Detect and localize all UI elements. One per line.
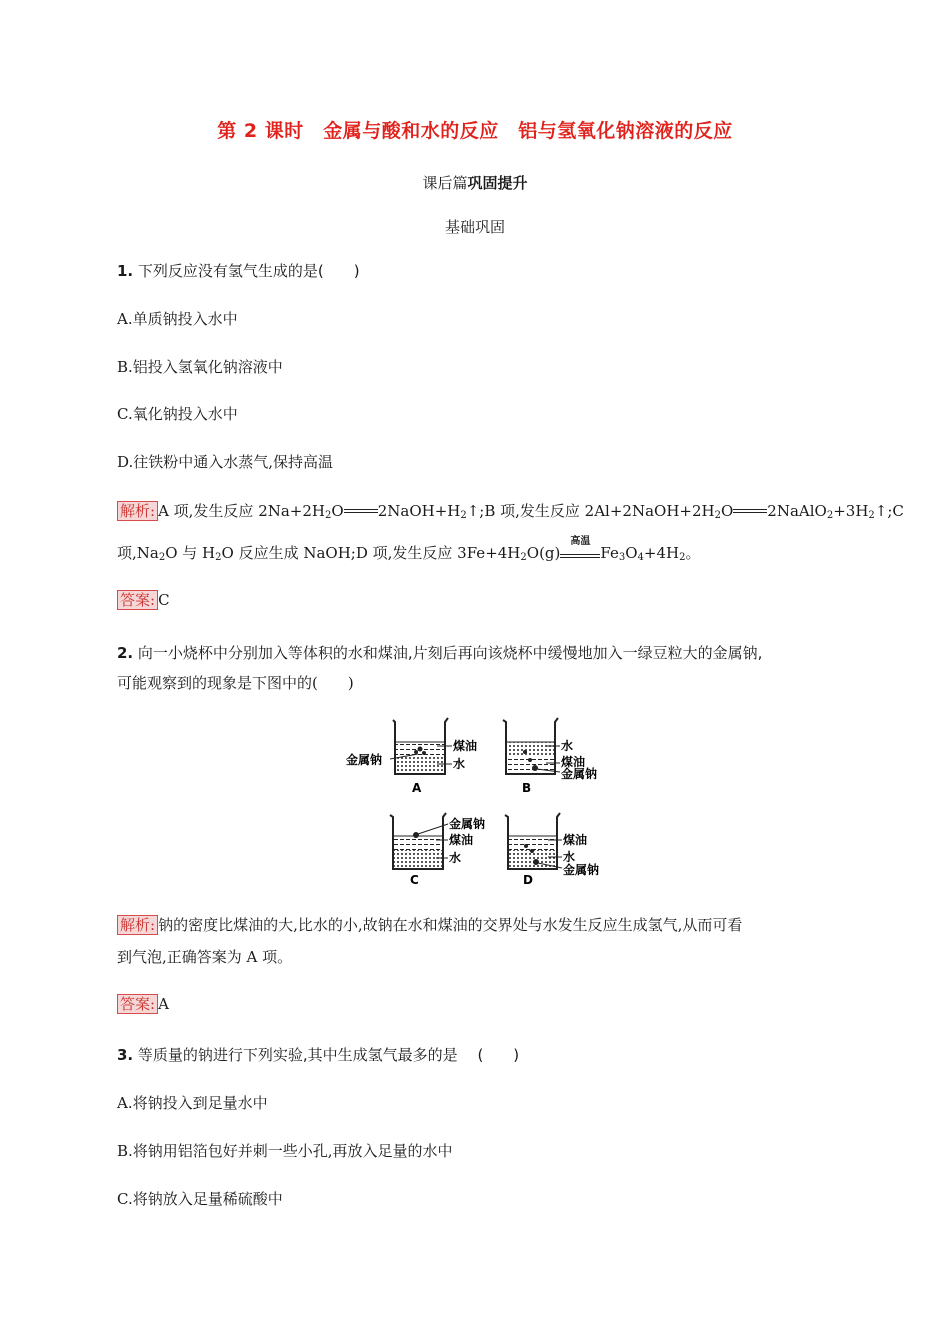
q2-analysis-text: 钠的密度比煤油的大,比水的小,故钠在水和煤油的交界处与水发生反应生成氢气,从而可看 — [158, 916, 743, 934]
beaker-c — [390, 813, 485, 887]
q1-analysis-text: 项,Na — [117, 544, 159, 562]
beaker-b-label-kerosene: 煤油 — [561, 755, 586, 769]
q1-analysis-line2 — [117, 536, 701, 563]
q2-stem-line1 — [117, 642, 762, 663]
subtitle-prefix: 课后篇 — [422, 174, 468, 192]
beaker-d-label-water: 水 — [563, 850, 576, 864]
q1-answer-value: C — [158, 591, 170, 609]
q2-answer — [117, 994, 169, 1014]
q3-number: 3. — [117, 1046, 134, 1064]
page-title: 第 2 课时 金属与酸和水的反应 铝与氢氧化钠溶液的反应 — [217, 120, 733, 142]
beaker-d — [505, 813, 599, 887]
equals-sign — [733, 509, 767, 513]
q2-stem-line2: 可能观察到的现象是下图中的( ) — [117, 674, 354, 692]
q1-stem-text: 下列反应没有氢气生成的是( ) — [133, 262, 360, 280]
beaker-c-letter: C — [410, 873, 419, 887]
q1-analysis-text: O 反应生成 NaOH;D 项,发生反应 3Fe+4H — [221, 544, 521, 562]
subscript: 2 — [520, 552, 527, 563]
subtitle — [0, 172, 950, 193]
q1-stem — [117, 260, 360, 281]
q1-number: 1. — [117, 262, 134, 280]
subscript: 4 — [637, 552, 644, 563]
q2-stem-text: 向一小烧杯中分别加入等体积的水和煤油,片刻后再向该烧杯中缓慢地加入一绿豆粒大的金属钠, — [133, 644, 763, 662]
q1-option-d: D.往铁粉中通入水蒸气,保持高温 — [117, 453, 334, 471]
q1-analysis-text: 2NaAlO — [767, 502, 827, 520]
answer-tag: 答案: — [117, 590, 158, 610]
beaker-a-label-kerosene: 煤油 — [453, 739, 478, 753]
equals-sign — [344, 509, 378, 513]
q1-option-a: A.单质钠投入水中 — [117, 310, 238, 328]
beaker-d-label-kerosene: 煤油 — [563, 833, 588, 847]
q1-analysis-text: O 与 H — [165, 544, 216, 562]
q1-answer — [117, 590, 170, 610]
q1-analysis-line1 — [117, 500, 904, 521]
analysis-tag: 解析: — [117, 915, 158, 935]
beaker-a-label-water: 水 — [453, 757, 466, 771]
q1-analysis-text: O — [720, 502, 734, 520]
reaction-condition — [560, 536, 600, 558]
q1-analysis-text: ↑;C — [874, 502, 904, 520]
subscript: 2 — [215, 552, 222, 563]
q1-analysis-text: +4H — [643, 544, 680, 562]
q1-analysis-text: O(g) — [526, 544, 561, 562]
beaker-c-label-sodium: 金属钠 — [449, 817, 486, 831]
q3-option-a: A.将钠投入到足量水中 — [117, 1094, 268, 1112]
subscript: 2 — [460, 510, 467, 521]
q2-analysis-line2: 到气泡,正确答案为 A 项。 — [117, 948, 293, 966]
answer-tag: 答案: — [117, 994, 158, 1014]
q1-analysis-text: O — [625, 544, 638, 562]
subscript: 2 — [826, 510, 834, 521]
beaker-d-label-sodium: 金属钠 — [563, 863, 600, 877]
beaker-b — [503, 718, 597, 795]
beaker-a-label-sodium: 金属钠 — [346, 753, 383, 767]
analysis-tag: 解析: — [117, 501, 158, 521]
beaker-b-letter: B — [522, 781, 532, 795]
beaker-b-label-sodium: 金属钠 — [561, 767, 598, 781]
q1-analysis-text: Fe — [600, 544, 619, 562]
q1-analysis-text: ↑;B 项,发生反应 2Al+2NaOH+2H — [466, 502, 715, 520]
subscript: 2 — [868, 510, 875, 521]
q3-stem-text: 等质量的钠进行下列实验,其中生成氢气最多的是 ( ) — [133, 1046, 520, 1064]
q2-answer-value: A — [158, 995, 169, 1013]
subscript: 2 — [325, 510, 332, 521]
q1-analysis-text: 2NaOH+H — [377, 502, 461, 520]
subscript: 3 — [618, 552, 626, 563]
beaker-b-label-water: 水 — [561, 739, 574, 753]
q3-option-c: C.将钠放入足量稀硫酸中 — [117, 1190, 283, 1208]
subscript: 2 — [714, 510, 721, 521]
q1-analysis-text: +3H — [833, 502, 869, 520]
subtitle-bold: 巩固提升 — [467, 174, 528, 192]
beaker-c-label-water: 水 — [449, 851, 462, 865]
subscript: 2 — [679, 552, 686, 563]
beaker-d-letter: D — [523, 873, 533, 887]
beaker-c-label-kerosene: 煤油 — [449, 833, 474, 847]
q3-stem — [117, 1044, 519, 1065]
subscript: 2 — [158, 552, 166, 563]
q3-option-b: B.将钠用铝箔包好并刺一些小孔,再放入足量的水中 — [117, 1142, 453, 1160]
beaker-a — [346, 718, 477, 795]
q1-option-b: B.铝投入氢氧化钠溶液中 — [117, 358, 283, 376]
beaker-figure — [340, 712, 630, 892]
q1-analysis-text: 。 — [685, 544, 701, 562]
condition-label: 高温 — [570, 536, 591, 547]
equals-sign — [560, 554, 600, 558]
q2-analysis-line1 — [117, 914, 742, 935]
section-heading: 基础巩固 — [444, 218, 505, 236]
q1-option-c: C.氧化钠投入水中 — [117, 405, 238, 423]
q1-analysis-text: A 项,发生反应 2Na+2H — [158, 502, 326, 520]
beaker-a-letter: A — [412, 781, 422, 795]
q2-number: 2. — [117, 644, 134, 662]
q1-analysis-text: O — [331, 502, 344, 520]
